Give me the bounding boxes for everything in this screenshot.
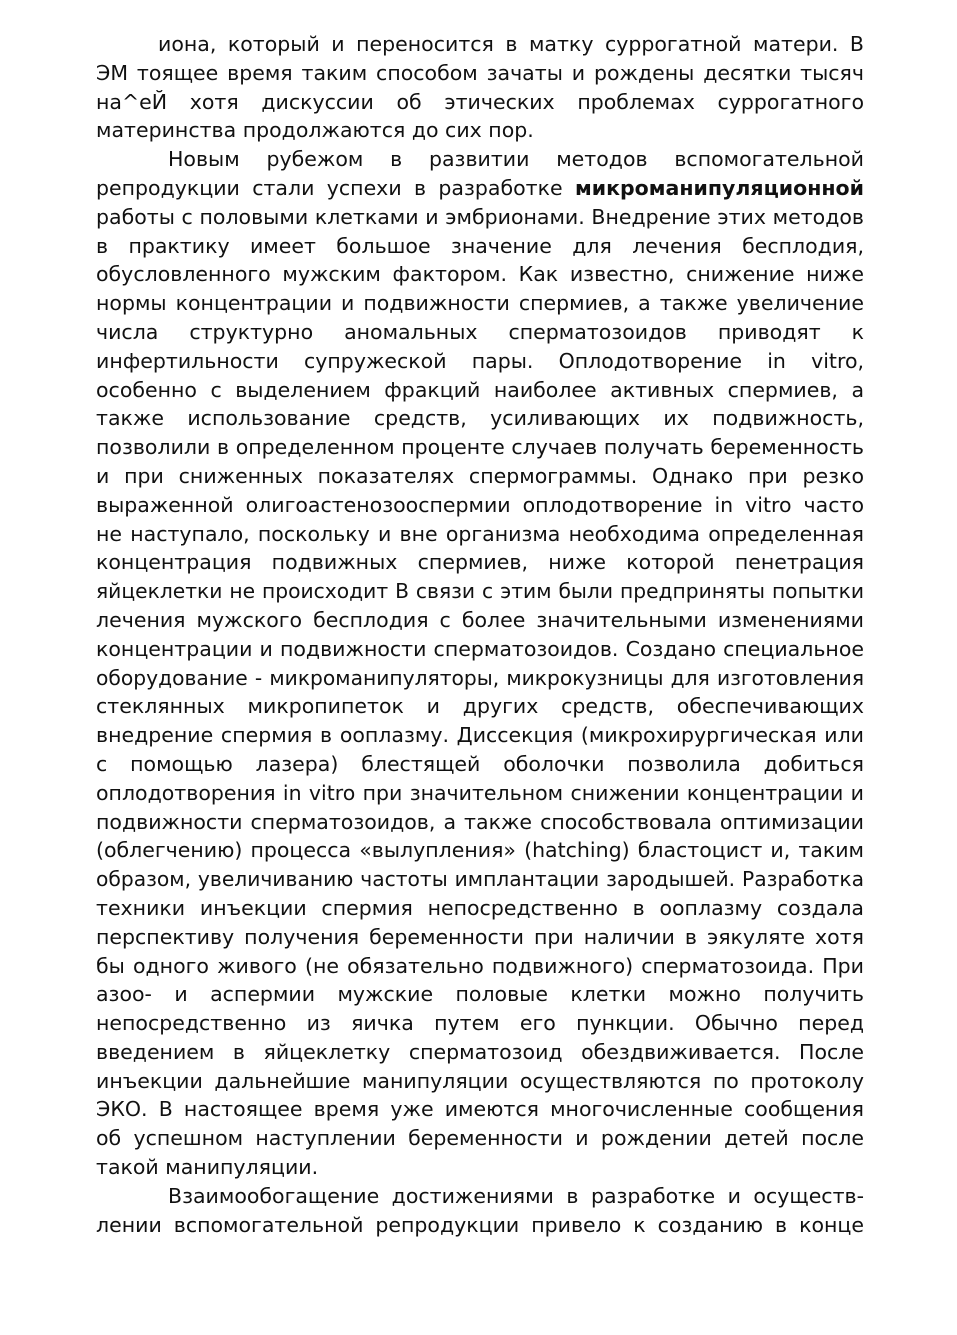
text-line: об успешном наступлении беременности и рождении детей после xyxy=(96,1126,864,1151)
text-line: позволили в определенном проценте случаев получать беременность xyxy=(96,435,864,460)
emphasized-term: микроманипуляционной xyxy=(574,175,864,200)
text-line: нормы концентрации и подвижности спермиев, а также увеличение xyxy=(96,291,864,316)
text-line: подвижности сперматозоидов, а также способствовала оптимизации xyxy=(96,809,864,834)
paragraph-start-line: Новым рубежом в развитии методов вспомогательной xyxy=(168,147,864,172)
text-line: выраженной олигоастенозооспермии оплодотворение in vitro часто xyxy=(96,492,864,517)
text-line: в практику имеет большое значение для лечения бесплодия, xyxy=(96,233,864,258)
text-line: такой манипуляции. xyxy=(96,1155,319,1180)
text-line: ЭКО. В настоящее время уже имеются многочисленные сообщения xyxy=(96,1097,864,1122)
text-line: числа структурно аномальных сперматозоидов приводят к xyxy=(96,319,864,344)
text-line: бы одного живого (не обязательно подвижного) сперматозоида. При xyxy=(96,953,864,978)
text-line: введением в яйцеклетку сперматозоид обездвиживается. После xyxy=(96,1039,864,1064)
text-line: стеклянных микропипеток и других средств, обеспечивающих xyxy=(96,694,864,719)
text-line: лечения мужского бесплодия с более значительными изменениями xyxy=(96,607,864,632)
text-line: материнства продолжаются до сих пор. xyxy=(96,118,534,143)
text-line: концентрация подвижных спермиев, ниже которой пенетрация xyxy=(96,550,864,575)
text-line: (облегчению) процесса «вылупления» (hatching) бластоцист и, таким xyxy=(96,838,864,863)
paragraph-start-line: Взаимообогащение достижениями в разработке и осуществ- xyxy=(168,1183,864,1208)
text-line: и при сниженных показателях спермограммы. Однако при резко xyxy=(96,463,864,488)
text-line: образом, увеличиванию частоты имплантации зародышей. Разработка xyxy=(96,867,864,892)
text-line: лении вспомогательной репродукции привело к созданию в конце xyxy=(96,1212,864,1237)
text-line: ЭМ тоящее время таким способом зачаты и рождены десятки тысяч xyxy=(96,60,864,85)
text-line: иона, который и переносится в матку суррогатной матери. В xyxy=(158,32,864,56)
text-line-with-emphasis xyxy=(96,174,864,203)
text-line: концентрации и подвижности сперматозоидов. Создано специальное xyxy=(96,636,864,661)
text-line: обусловленного мужским фактором. Как известно, снижение ниже xyxy=(96,262,864,287)
text-line: также использование средств, усиливающих их подвижность, xyxy=(96,406,864,431)
text-line: оборудование - микроманипуляторы, микрокузницы для изготовления xyxy=(96,665,864,690)
text-line: с помощью лазера) блестящей оболочки позволила добиться xyxy=(96,751,864,776)
text-line: оплодотворения in vitro при значительном снижении концентрации и xyxy=(96,780,864,805)
text-line: внедрение спермия в ооплазму. Диссекция (микрохирургическая или xyxy=(96,723,864,748)
text-line: перспективу получения беременности при наличии в эякуляте хотя xyxy=(96,924,864,949)
text-line: непосредственно из яичка путем его пункции. Обычно перед xyxy=(96,1011,864,1036)
body-text xyxy=(96,30,864,1239)
text-fragment: репродукции стали успехи в разработке xyxy=(96,175,563,200)
text-line: техники инъекции спермия непосредственно в ооплазму создала xyxy=(96,895,864,920)
text-line: особенно с выделением фракций наиболее активных спермиев, а xyxy=(96,377,864,402)
text-line: работы с половыми клетками и эмбрионами. Внедрение этих методов xyxy=(96,204,864,229)
text-line: азоо- и аспермии мужские половые клетки можно получить xyxy=(96,982,864,1007)
text-line: не наступало, поскольку и вне организма необходима определенная xyxy=(96,521,864,546)
text-line: на^еЙ хотя дискуссии об этических проблемах суррогатного xyxy=(96,89,864,114)
text-line: инъекции дальнейшие манипуляции осуществляются по протоколу xyxy=(96,1068,864,1093)
text-line: инфертильности супружеской пары. Оплодотворение in vitro, xyxy=(96,348,864,373)
text-line: яйцеклетки не происходит В связи с этим были предприняты попытки xyxy=(96,579,864,604)
